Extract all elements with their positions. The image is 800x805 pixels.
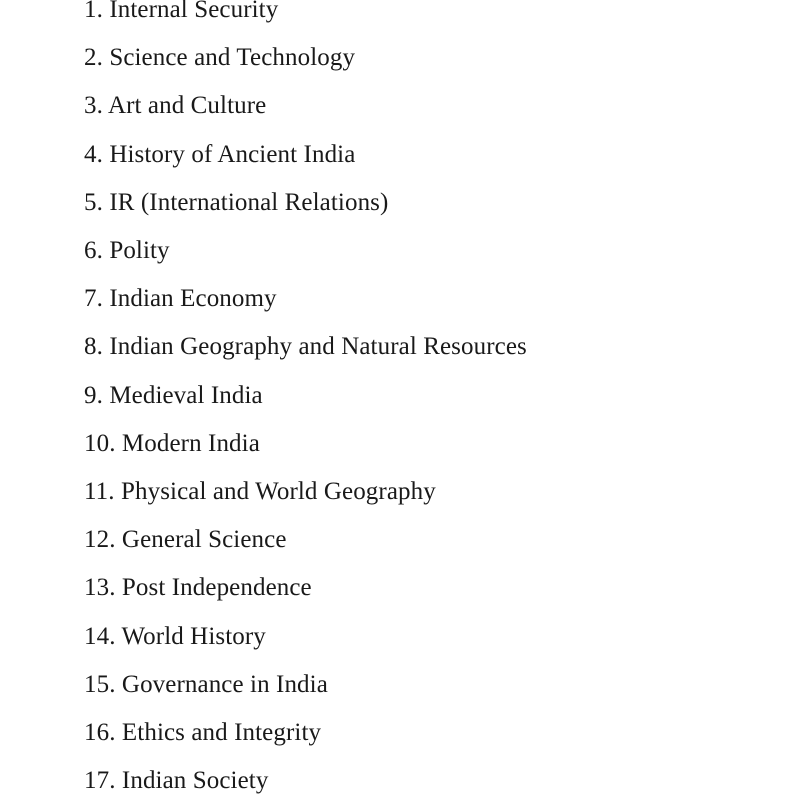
list-item (84, 372, 770, 420)
list-item (84, 82, 770, 130)
list-item-label: Indian Society (121, 767, 269, 795)
list-item-label: Science and Technology (109, 44, 356, 72)
list-item (84, 709, 770, 757)
list-item-number: 4. (84, 140, 103, 168)
list-item (84, 227, 770, 275)
list-item-label: Post Independence (121, 574, 312, 602)
list-item-number: 7. (84, 285, 103, 313)
list-item-label: Modern India (121, 429, 260, 457)
list-item-label: Ethics and Integrity (121, 719, 322, 747)
list-item-label: Internal Security (109, 0, 279, 23)
list-item (84, 323, 770, 371)
list-item-label: General Science (121, 526, 287, 554)
list-item-label: IR (International Relations) (109, 188, 389, 216)
list-item-number: 15. (84, 670, 116, 698)
list-item-number: 2. (84, 44, 103, 72)
list-item (84, 757, 770, 805)
list-item-number: 13. (84, 574, 116, 602)
list-item-number: 17. (84, 767, 116, 795)
list-item-number: 10. (84, 429, 116, 457)
list-item-label: Indian Economy (109, 285, 277, 313)
list-item (84, 516, 770, 564)
list-item (84, 613, 770, 661)
list-item (84, 34, 770, 82)
list-item-number: 9. (84, 381, 103, 409)
list-item-number: 1. (84, 0, 103, 23)
list-item-number: 5. (84, 188, 103, 216)
list-item-label: Polity (109, 237, 170, 265)
list-item-label: World History (121, 622, 266, 650)
list-item-number: 6. (84, 237, 103, 265)
list-item-label: History of Ancient India (109, 140, 356, 168)
list-item (84, 564, 770, 612)
list-item-number: 14. (84, 622, 116, 650)
list-item-label: Indian Geography and Natural Resources (109, 333, 527, 361)
list-item (84, 468, 770, 516)
list-item-label: Governance in India (121, 670, 328, 698)
topic-list (84, 0, 770, 805)
list-item-number: 3. (84, 92, 103, 120)
list-item-label: Physical and World Geography (120, 478, 436, 506)
list-item-number: 8. (84, 333, 103, 361)
list-item (84, 179, 770, 227)
list-item (84, 275, 770, 323)
list-item (84, 131, 770, 179)
list-item-label: Art and Culture (107, 92, 267, 120)
list-item (84, 0, 770, 34)
list-item (84, 661, 770, 709)
list-item (84, 420, 770, 468)
list-item-number: 11. (84, 478, 115, 506)
list-item-number: 12. (84, 526, 116, 554)
list-item-number: 16. (84, 719, 116, 747)
list-item-label: Medieval India (109, 381, 263, 409)
